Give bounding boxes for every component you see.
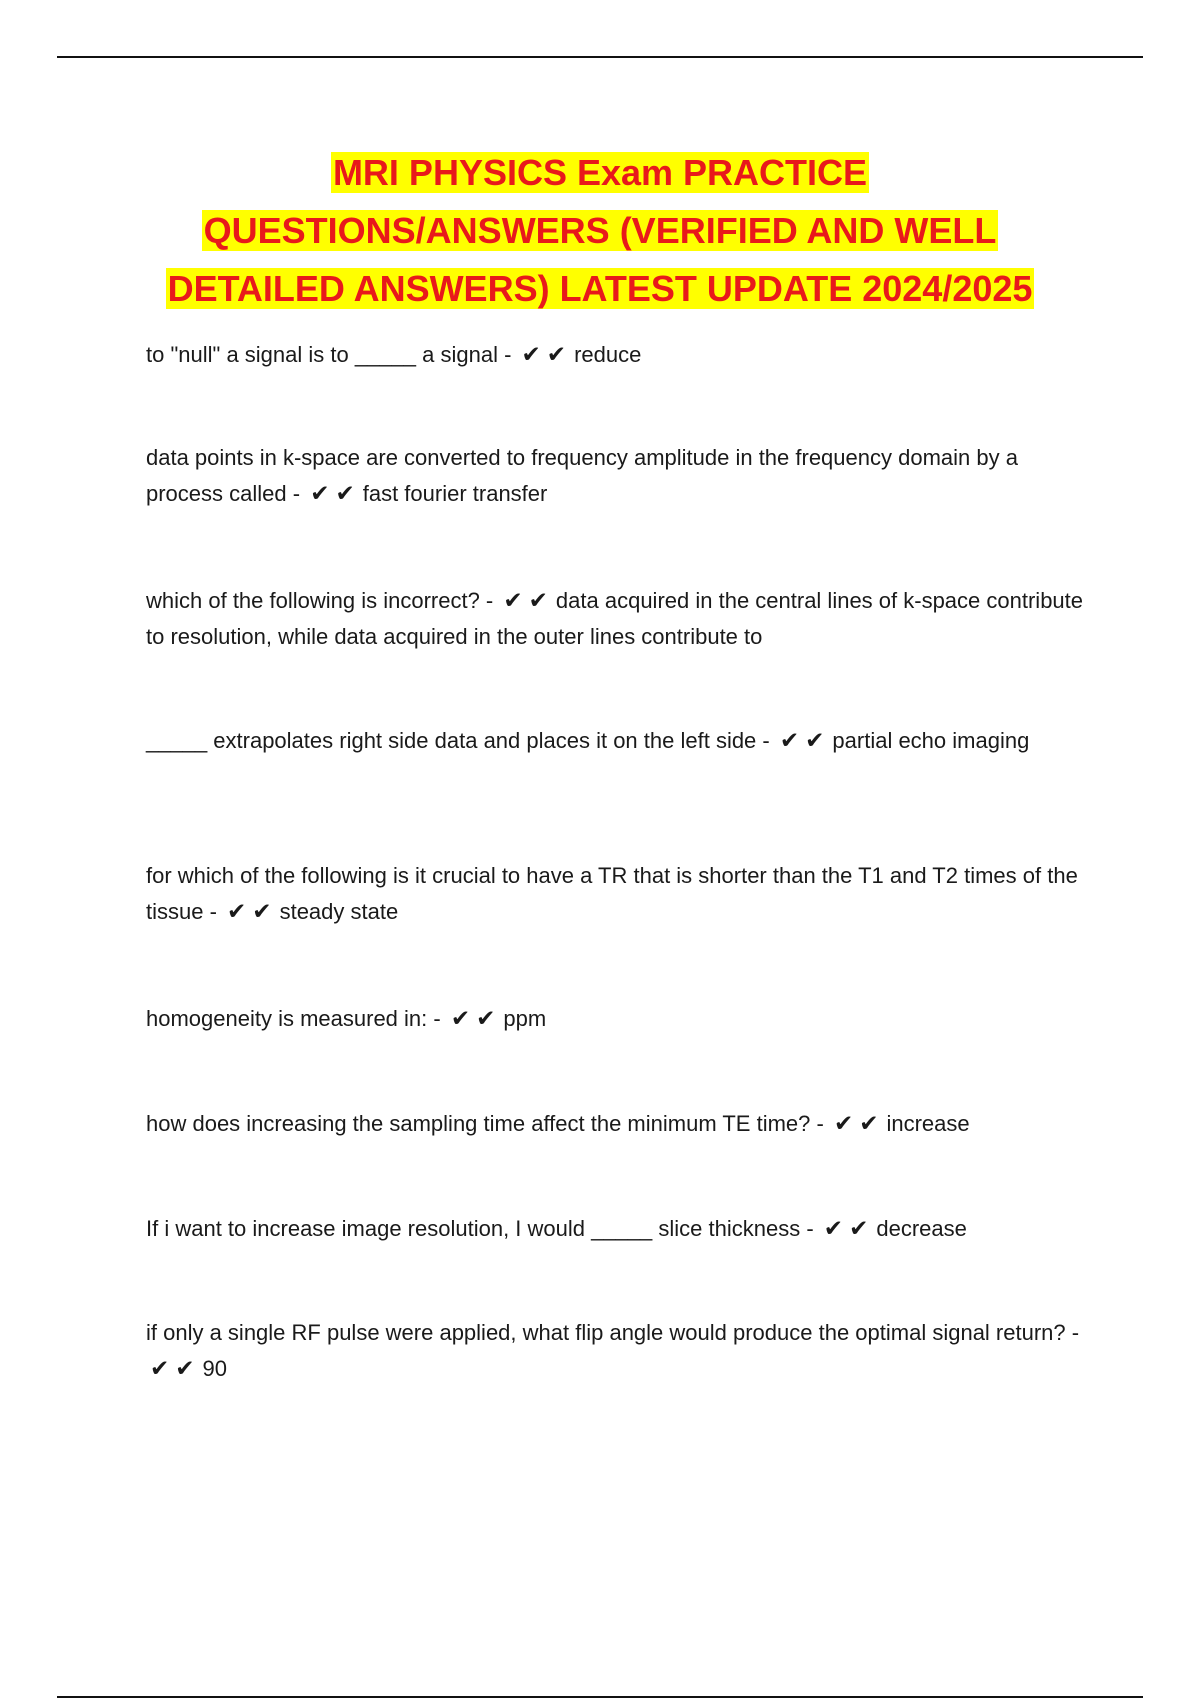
title-line-2: QUESTIONS/ANSWERS (VERIFIED AND WELL xyxy=(203,210,997,251)
double-check-icon: ✔✔ xyxy=(823,1216,875,1242)
answer-text: steady state xyxy=(279,899,399,924)
qa-item-2 xyxy=(146,440,1096,512)
double-check-icon: ✔✔ xyxy=(150,1356,201,1382)
answer-text: ppm xyxy=(503,1006,547,1031)
document-title xyxy=(100,144,1100,318)
answer-text: partial echo imaging xyxy=(832,728,1030,753)
double-check-icon: ✔✔ xyxy=(503,588,554,614)
double-check-icon: ✔✔ xyxy=(833,1111,885,1137)
question-text: for which of the following is it crucial to have a TR that is shorter than the T1 and T2 times of the tissue - xyxy=(146,863,1078,924)
question-text: data points in k-space are converted to frequency amplitude in the frequency domain by a process called - xyxy=(146,445,1018,506)
answer-text: reduce xyxy=(574,342,642,367)
bottom-rule xyxy=(57,1696,1143,1698)
qa-item-1 xyxy=(146,337,1096,373)
qa-item-9 xyxy=(146,1315,1096,1387)
question-text: how does increasing the sampling time affect the minimum TE time? - xyxy=(146,1111,830,1136)
answer-text: data acquired in the central lines of k-space contribute to resolution, while data acquired in the outer lines contribute to xyxy=(146,588,1084,649)
qa-item-8 xyxy=(146,1211,1096,1247)
question-text: which of the following is incorrect? - xyxy=(146,588,500,613)
qa-item-5 xyxy=(146,858,1096,930)
answer-text: decrease xyxy=(876,1216,967,1241)
qa-item-3 xyxy=(146,583,1096,655)
qa-item-4 xyxy=(146,723,1096,759)
question-text: If i want to increase image resolution, I would _____ slice thickness - xyxy=(146,1216,820,1241)
question-text: _____ extrapolates right side data and places it on the left side - xyxy=(146,728,776,753)
title-line-3: DETAILED ANSWERS) LATEST UPDATE 2024/2025 xyxy=(167,268,1033,309)
answer-text: fast fourier transfer xyxy=(362,481,548,506)
question-text: to "null" a signal is to _____ a signal - xyxy=(146,342,518,367)
double-check-icon: ✔✔ xyxy=(227,899,278,925)
qa-item-6 xyxy=(146,1001,1096,1037)
top-rule xyxy=(57,56,1143,58)
question-text: homogeneity is measured in: - xyxy=(146,1006,447,1031)
double-check-icon: ✔✔ xyxy=(779,728,831,754)
answer-text: 90 xyxy=(202,1356,228,1381)
answer-text: increase xyxy=(886,1111,970,1136)
qa-item-7 xyxy=(146,1106,1096,1142)
double-check-icon: ✔✔ xyxy=(310,481,361,507)
question-text: if only a single RF pulse were applied, what flip angle would produce the optimal signal return? - xyxy=(146,1320,1080,1345)
double-check-icon: ✔✔ xyxy=(450,1006,502,1032)
title-line-1: MRI PHYSICS Exam PRACTICE xyxy=(332,152,868,193)
double-check-icon: ✔✔ xyxy=(521,342,573,368)
